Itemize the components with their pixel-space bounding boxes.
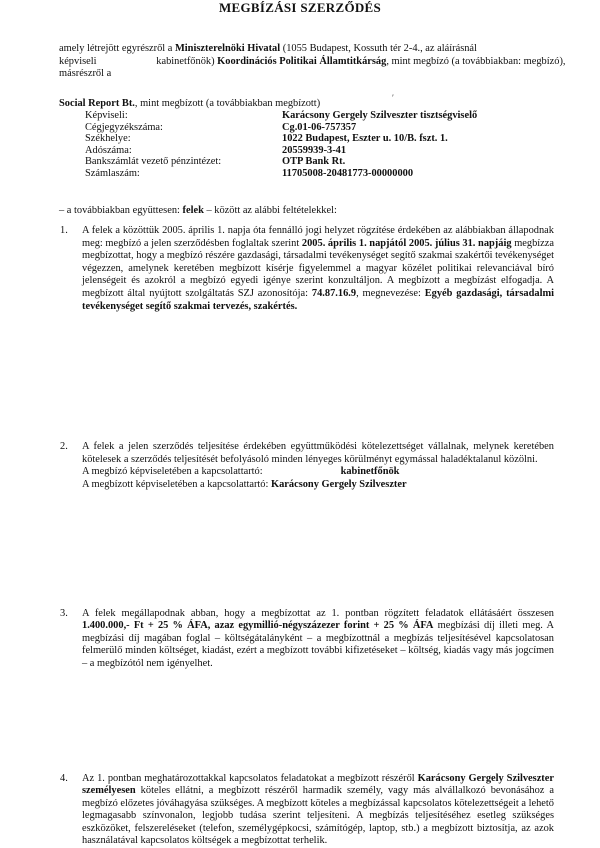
detail-value: Karácsony Gergely Szilveszter tisztségviselő bbox=[282, 110, 477, 122]
detail-key: Adószáma: bbox=[85, 145, 282, 157]
detail-key: Székhelye: bbox=[85, 133, 282, 145]
parties-together-line bbox=[59, 205, 571, 218]
clause-number: 2. bbox=[60, 441, 68, 454]
detail-row bbox=[85, 156, 477, 168]
party-name: Social Report Bt. bbox=[59, 98, 135, 109]
contact-line-megbizo bbox=[82, 466, 554, 479]
detail-key: Bankszámlát vezető pénzintézet: bbox=[85, 156, 282, 168]
detail-row bbox=[85, 145, 477, 157]
detail-value: Cg.01-06-757357 bbox=[282, 122, 356, 134]
detail-row bbox=[85, 133, 477, 145]
tovabbi-suffix: – között az alábbi feltételekkel: bbox=[204, 205, 337, 216]
clause-1 bbox=[82, 225, 554, 313]
clauses-list bbox=[82, 225, 554, 502]
tovabbi-bold: felek bbox=[183, 205, 204, 216]
tovabbi-prefix: – a továbbiakban együttesen: bbox=[59, 205, 183, 216]
detail-row bbox=[85, 110, 477, 122]
clause-text: megbízási díj illeti meg. A megbízási díj magában foglal – költségátalányként – a megbízottnál a megbízás teljesítésével kapcsolatosan felmerülő minden költséget, kiadást, ezért a megbízott további kifizetéseket – költség, kiadás vagy más jogcímen – a megbízótól nem igényelhet. bbox=[82, 620, 554, 669]
intro-paragraph bbox=[59, 43, 571, 81]
clause-number: 4. bbox=[60, 773, 68, 786]
intro-kabinetfonok: kabinetfőnök) bbox=[156, 56, 214, 67]
detail-value: 20559939-3-41 bbox=[282, 145, 346, 157]
intro-suffix: , mint megbízó (a továbbiakban: megbízó), másrészről a bbox=[59, 56, 566, 80]
clause-text: Az 1. pontban meghatározottakkal kapcsolatos feladatokat a megbízott részéről bbox=[82, 773, 418, 784]
detail-key: Cégjegyzékszáma: bbox=[85, 122, 282, 134]
contact-label: A megbízó képviseletében a kapcsolattartó: bbox=[82, 466, 263, 477]
clause-bold: Egyéb gazdasági, társadalmi tevékenységet segítő szakmai tervezés, szakértés. bbox=[82, 288, 554, 312]
clause-number: 1. bbox=[60, 225, 68, 238]
intro-org: Miniszterelnöki Hivatal bbox=[175, 43, 280, 54]
stray-mark: ′ bbox=[392, 92, 394, 105]
contact-line-megbizott bbox=[82, 479, 554, 492]
clause-2 bbox=[82, 441, 554, 491]
clause-text: köteles ellátni, a megbízott részéről harmadik személy, vagy más alvállalkozó bevonásához a megbízó előzetes jóváhagyása szükséges. A megbízott köteles a megbízással kapcsolatos kötelezettségeit a lehető legmagasabb színvonalon, legjobb tudása szerint teljesíteni. A megbízás teljesítéséhez esetleg szükséges eszközöket, felszereléseket (telefon, személygépkocsi, számítógép, laptop, stb.) a megbízott biztosítja, az azok használatával kapcsolatos költségek a megbízottat terhelik. bbox=[82, 785, 554, 846]
detail-key: Képviseli: bbox=[85, 110, 282, 122]
detail-row bbox=[85, 122, 477, 134]
intro-address: (1055 Budapest, Kossuth tér 2-4., az aláírásnál képviseli bbox=[59, 43, 477, 67]
clause-text: , megnevezése: bbox=[356, 288, 425, 299]
clause-bold: Karácsony Gergely Szilveszter személyesen bbox=[82, 773, 554, 797]
clause-text: megbízza megbízottat, hogy a megbízó részére gazdasági, társadalmi tevékenységet segítő szakmai szakértői tevékenységet végezzen, amelynek keretében megbízott kísérje figyelemmel a magyar közélet politikai relevanciával bíró jelenségeit és azokról a megbízó egyedi igénye szerint konzultáljon. A megbízott a megbízást elfogadja. A megbízott által nyújtott szolgáltatás SZJ azonosítója: bbox=[82, 238, 554, 299]
contact-value: kabinetfőnök bbox=[341, 466, 400, 477]
clause-text: A felek a közöttük 2005. április 1. napja óta fennálló jogi helyzet rögzítése érdekében az alábbiakban állapodnak meg: megbízó a jelen szerződésben foglaltak szerint bbox=[82, 225, 554, 249]
clause-text: A felek a jelen szerződés teljesítése érdekében együttműködési kötelezettséget vállalnak, melynek keretében kötelesek a szerződés teljesítését befolyásoló minden lényeges körülményt egymással haladéktalanul közölni. bbox=[82, 441, 554, 465]
party-details bbox=[85, 110, 477, 180]
clause-bold: 2005. április 1. napjától 2005. július 31. napjáig bbox=[302, 238, 512, 249]
clause-bold: 1.400.000,- Ft + 25 % ÁFA, azaz egymillió-négyszázezer forint + 25 % ÁFA bbox=[82, 620, 433, 631]
clause-text: A felek megállapodnak abban, hogy a megbízottat az 1. pontban rögzített feladatok ellátásáért összesen bbox=[82, 608, 554, 619]
contact-value: Karácsony Gergely Szilveszter bbox=[271, 479, 407, 490]
clause-4 bbox=[82, 773, 554, 848]
clause-number: 3. bbox=[60, 608, 68, 621]
detail-row bbox=[85, 168, 477, 180]
detail-value: OTP Bank Rt. bbox=[282, 156, 345, 168]
clause-bold: 74.87.16.9 bbox=[312, 288, 356, 299]
intro-koordinacios: Koordinációs Politikai Államtitkárság bbox=[217, 56, 386, 67]
party-line bbox=[59, 98, 571, 111]
intro-prefix: amely létrejött egyrészről a bbox=[59, 43, 175, 54]
detail-key: Számlaszám: bbox=[85, 168, 282, 180]
detail-value: 11705008-20481773-00000000 bbox=[282, 168, 413, 180]
document-title: MEGBÍZÁSI SZERZŐDÉS bbox=[0, 2, 600, 15]
party-suffix: , mint megbízott (a továbbiakban megbízott) bbox=[135, 98, 320, 109]
detail-value: 1022 Budapest, Eszter u. 10/B. fszt. 1. bbox=[282, 133, 448, 145]
contact-label: A megbízott képviseletében a kapcsolattartó: bbox=[82, 479, 271, 490]
